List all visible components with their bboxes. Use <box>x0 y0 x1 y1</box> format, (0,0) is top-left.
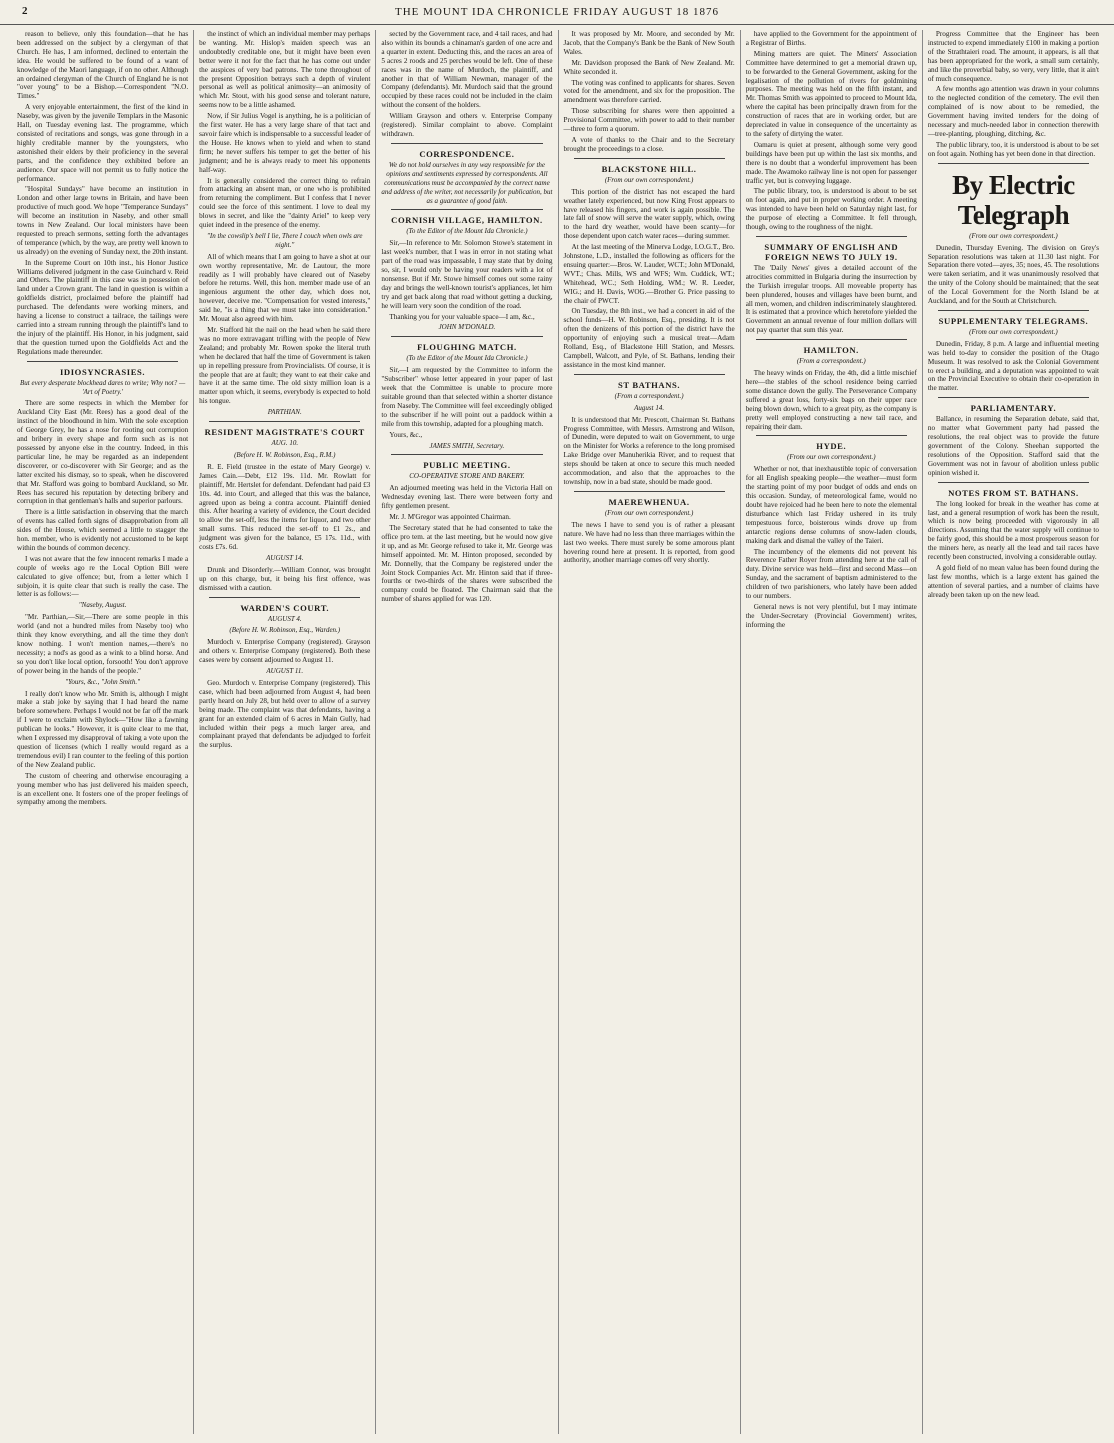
letter-signature: JAMES SMITH, Secretary. <box>429 441 505 450</box>
correspondent-credit: (From our own correspondent.) <box>787 453 876 462</box>
epigraph: But every desperate blockhead dares to write; Why not? — 'Art of Poetry.' <box>20 378 186 396</box>
section-heading: ST BATHANS. <box>618 379 681 390</box>
verse-quote: "In the cowslip's bell I lie, There I couch when owls are night." <box>206 231 363 249</box>
article-paragraph: William Grayson and others v. Enterprise Company (registered). Similar complaint to above. Complaint withdrawn. <box>381 112 553 138</box>
article-paragraph: The public library, too, is understood is about to be set on foot again, and put in proper working order. A meeting was intended to have been held on Saturday night last, for the purpose of electing a Committee. It fell through, though, owing to the roughness of the night. <box>745 187 917 232</box>
article-paragraph: On Tuesday, the 8th inst., we had a concert in aid of the school funds—H. W. Robinson, Esq., presiding. It is not often the denizens of this portion of the district have the opportunity of enjoying such a musical treat—Adam Rolland, Esq., of Blackstone Hill Station, and Messrs. Campbell, Walcott, and Pyle, of St. Bathans, lending their assistance in the most kind manner. <box>563 307 735 369</box>
section-subheading: CO-OPERATIVE STORE AND BAKERY. <box>409 472 525 481</box>
correspondent-credit: (From our own correspondent.) <box>969 327 1058 336</box>
letter-dateline: "Naseby, August. <box>78 601 127 610</box>
section-heading: BLACKSTONE HILL. <box>601 163 697 174</box>
dateline: AUG. 10. <box>271 439 299 448</box>
section-heading: WARDEN'S COURT. <box>240 602 330 613</box>
article-paragraph: reason to believe, only this foundation—that he has been addressed on the subject by a clergyman of that Church. He has, I am informed, declined to entertain the idea. He would be suffered to be found of a want of knowledge of the Maori language, if on no other. Although an ordained clergyman of the Church of England he is not "over young" to be a Bishop.—Correspondent "N.O. Times." <box>17 30 189 101</box>
divider <box>209 421 360 422</box>
article-paragraph: Those subscribing for shares were then appointed a Provisional Committee, with power to add to their number—three to form a quorum. <box>563 107 735 134</box>
article-paragraph: Dunedin, Friday, 8 p.m. A large and influential meeting was held to-day to consider the position of the Otago Museum. It was resolved to ask the Colonial Government to erect a building, and a deputation was appointed to wait on the Provincial Executive to obtain their co-operation in the matter. <box>927 339 1100 393</box>
correspondent-credit: (From a correspondent.) <box>614 391 684 400</box>
article-paragraph: It is generally considered the correct thing to refrain from attacking an absent man, or one who is prohibited from returning the compliment. But I confess that I never could see the force of this sentiment. I love to deal my blows in secret, and like the "dainty Ariel" to keep very quiet indeed in the presence of the enemy. <box>199 176 371 230</box>
court-presiding: (Before H. W. Robinson, Esq., R.M.) <box>234 450 336 459</box>
article-paragraph: It is understood that Mr. Prescott, Chairman St. Bathans Progress Committee, with Messrs. Armstrong and Wilson, of Dunedin, were deputed to wait on Government, to urge on the Minister for Works a reference to the long promised Lake Bridge over Manuherikia River, and to request that steps should be taken at once to secure this much needed accommodation, and also that the approaches to the township, now in a bad state, should be made good. <box>563 415 735 486</box>
article-paragraph: Progress Committee that the Engineer has been instructed to expend immediately £100 in making a portion of the Strathtaieri road. The amount, it appears, is all that has been appropriated for the work, a small sum certainly, and like the proverbial baby, so very, very little, that it ain't of much consequence. <box>927 30 1100 83</box>
letter-body: "Mr. Parthian,—Sir,—There are some people in this world (and not a hundred miles from Naseby too) who think they know everything, and all the time they don't know nothing. I won't mention names,—there's no necessity; a nod's as good as a wink to a blind horse. And so you don't like local option, forsooth! You don't approve of power being in the hands of the people." <box>17 613 189 675</box>
article-paragraph: the instinct of which an individual member may perhaps be wanting. Mr. Hislop's maiden speech was an undoubtedly creditable one, but it might have been even better were it not for the fact that he has come out under the auspices of very bad patrons. The tone throughout of the present Opposition betrays such a depth of virulent personal as well as political animosity—an animosity of which Mr. Stout, with his good sense and tolerant nature, seems now to be a little ashamed. <box>199 30 371 110</box>
article-paragraph: Drunk and Disorderly.—William Connor, was brought up on this charge, but, it being his first offence, was dismissed with a caution. <box>199 565 371 592</box>
article-paragraph: Whether or not, that inexhaustible topic of conversation for all English speaking people—the weather—must form the starting point of my poor budget of odds and ends on this occasion. Sunday, of meteorological fame, would no doubt have rejoiced had he been here to note the elemental disturbance which last Friday ushered in its truly tempestuous force, boisterous winds drove up from antarctic regions dense columns of snow-laden clouds, making dark and dismal the valley of the Taieri. <box>745 465 917 545</box>
dateline: AUGUST 11. <box>266 667 304 676</box>
divider <box>391 336 542 337</box>
section-heading: SUMMARY OF ENGLISH AND FOREIGN NEWS TO JULY 19. <box>764 241 899 262</box>
article-paragraph: Ballance, in resuming the Separation debate, said that, no matter what Government party had passed the resolutions, the real object was to provide the future government of the Colony. Sheehan supported the resolutions of the Opposition. Stafford said that the Government was not in favour of abolition unless public opinion wished it. <box>927 415 1100 477</box>
correspondent-credit: (From our own correspondent.) <box>969 231 1058 240</box>
article-paragraph: Mining matters are quiet. The Miners' Association Committee have determined to get a memorial drawn up, to be forwarded to the General Government, asking for the legalisation of the pollution of rivers for goldmining purposes. The meeting was held on the fifth instant, and Mr. Thomas Smith was appointed to proceed to Mount Ida, where the capital has been principally drawn from for the construction of races that are in working order, but are depreciated in value in consequence of the uncertainty as to the safety of dirtying the water. <box>745 49 917 138</box>
divider <box>938 482 1089 483</box>
section-heading: FLOUGHING MATCH. <box>417 342 517 353</box>
column-6 <box>922 30 1104 1434</box>
letter-signature: JOHN M'DONALD. <box>438 323 496 332</box>
divider <box>574 374 725 375</box>
divider <box>938 310 1089 311</box>
section-heading: IDIOSYNCRASIES. <box>59 366 146 377</box>
article-paragraph: There are some respects in which the Member for Auckland City East (Mr. Rees) has a good deal of the instinct of the bloodhound in him. With the sole exception of George Grey, he has a nose for rooting out corruption and bribery in every shape and form such as is not possessed by anyone else in the country. Indeed, in this particular line, he may be regarded as an independent discoverer, or co-discoverer with Sir George; and as the latter excited his dismay, so to speak, when he discovered that Mr. Stafford was going to bombard Auckland, so Mr. Rees has secured his reputation by detecting bribery and corruption in that gentleman's halls and superior parlours. <box>17 399 189 506</box>
article-paragraph: It was proposed by Mr. Moore, and seconded by Mr. Jacob, that the Company's Bank be the Bank of New South Wales. <box>563 30 735 56</box>
divider <box>756 435 907 436</box>
column-2 <box>193 30 375 1434</box>
section-heading: NOTES FROM ST. BATHANS. <box>948 487 1079 498</box>
correspondent-credit: (From a correspondent.) <box>796 357 866 366</box>
letter-address: (To the Editor of the Mount Ida Chronicle.) <box>406 227 528 236</box>
section-heading: PUBLIC MEETING. <box>423 460 511 471</box>
dateline: AUGUST 4. <box>267 614 302 623</box>
article-paragraph: R. E. Field (trustee in the estate of Mary George) v. James Cain.—Debt, £12 19s. 11d. Mr. Rowlatt for plaintiff, Mr. Hertslet for defendant. Defendant had paid £3 10s. 4d. into Court, and alleged that this was the balance, agreed upon as being a contra account. Plaintiff denied this. After hearing a variety of evidence, the Court decided to allow the set-off, less the items for liquor, and two other small sums. This reduced the set-off to £1 2s., and judgment was given for the balance, £5 17s. 11d., with costs £7s. 6d. <box>199 462 371 552</box>
article-paragraph: have applied to the Government for the appointment of a Registrar of Births. <box>745 30 917 47</box>
page-number: 2 <box>22 5 29 17</box>
article-paragraph: An adjourned meeting was held in the Victoria Hall on Wednesday evening last. There were between forty and fifty gentlemen present. <box>381 484 553 511</box>
dateline: AUGUST 14. <box>266 553 304 562</box>
article-paragraph: The heavy winds on Friday, the 4th, did a little mischief here—the stables of the school residence being carried some distance down the gully. The Perseverance Company suffered a great loss, forty-six bags on their upper race being blown down, which to a great pity, as the company is pretty well employed constructing a new tail race, and repairing their dam. <box>745 369 917 431</box>
article-paragraph: Geo. Murdoch v. Enterprise Company (registered). This case, which had been adjourned from August 4, had been partly heard on July 28, but held over to allow of a survey being made. The complaint was that defendants, having a grant for an extended claim of 6 acres in Main Gully, had included within their pegs a much larger area, and complainant prayed that defendants be adjudged to forfeit the surplus. <box>199 679 371 750</box>
section-heading: MAEREWHENUA. <box>608 496 690 507</box>
divider <box>209 597 360 598</box>
section-heading: PARLIAMENTARY. <box>970 403 1057 414</box>
columns <box>12 30 1104 1434</box>
article-paragraph: In the Supreme Court on 10th inst., his Honor Justice Williams delivered judgment in the case Guinchard v. Reid and Others. The plaintiff in this case was in possession of land under a Crown grant. The land in question is within a goldfields district, proclaimed before the plaintiff had purchased. The defendants were working miners, and having a license to construct a tailrace, the tailings were carried into a stream running through the plaintiff's land to the injury of the plaintiff. His Honor, in his judgment, said that the question turned upon the Goldfields Act and the Regulations made thereunder. <box>17 258 189 356</box>
column-1 <box>12 30 193 1434</box>
divider <box>391 143 542 144</box>
letter-body: Sir,—In reference to Mr. Solomon Stowe's statement in last week's number, that I was in error in not stating what part of the road was impassable, I may state that by doing so, sir, I would only be having your readers with a lot of nonsense. But if Mr. Stowe himself comes out some rainy day and brings the well-known tourist's appliances, let him try and get back along that road without getting a ducking, he will learn very soon the condition of the road. <box>381 239 553 310</box>
divider <box>574 491 725 492</box>
article-paragraph: The custom of cheering and otherwise encouraging a young member who has just delivered his maiden speech, is an excellent one. It fosters one of the proper feelings of sympathy among the members. <box>17 771 189 807</box>
letter-signature: "Yours, &c., "John Smith." <box>65 677 141 686</box>
article-paragraph: At the last meeting of the Minerva Lodge, I.O.G.T., Bro. Johnstone, L.D., installed the following as officers for the ensuing quarter:—Bros. W. Lauder, WCT.; John M'Donald, WVT.; Chas. Mills, WS and WFS; Wm. Cuddick, WT.; Whitehead, WC.; Seth Holding, WM.; W. R. Leeder, WIG.; and H. Davis, WOG.—Brother G. Price passing to the chair of PWCT. <box>563 243 735 305</box>
divider <box>938 163 1089 164</box>
article-paragraph: The long looked for break in the weather has come at last, and a general resumption of work has been the result, which is now being proceeded with vigorously in all directions. Assuming that the water supply will continue to be fairly good, this should be a most prosperous season for the miners here, as nearly all the lead and tail races have recently been constructed, involving a considerable outlay. <box>927 499 1100 562</box>
column-5 <box>740 30 922 1434</box>
article-paragraph: Oamaru is quiet at present, although some very good buildings have been put up within the last six months, and there is no doubt that a wonderful improvement has been made. The Awamoko railway line is not open for passenger traffic yet, but is conveying luggage. <box>745 140 917 185</box>
letter-body: Yours, &c., <box>389 430 423 439</box>
article-paragraph: "Hospital Sundays" have become an institution in London and other large towns in Britain, and have been productive of much good. We hope "Temperance Sundays" will become an institution in Naseby, and other small towns in New Zealand. Our local ministers have been requested to preach sermons, setting forth the advantages of temperance (which, by the way, are pretty well known to us already) on the evening of Sunday next, the 20th instant. <box>17 185 189 256</box>
telegraph-heading: By Electric Telegraph <box>952 169 1075 230</box>
article-paragraph: A gold field of no mean value has been found during the last few months, which is a large extent has gained the attention of several parties, and a number of claims have already been taken up on the new lead. <box>927 563 1100 599</box>
divider <box>756 236 907 237</box>
article-paragraph: The news I have to send you is of rather a pleasant nature. We have had no less than three marriages within the last two weeks. There must surely be some amorous plant hovering round here at present. It is reported, from good authority, another marriage comes off very shortly. <box>563 520 735 565</box>
letter-address: (To the Editor of the Mount Ida Chronicle.) <box>406 354 528 363</box>
article-paragraph: Murdoch v. Enterprise Company (registered). Grayson and others v. Enterprise Company (registered). Both these cases were by consent adjourned to August 11. <box>199 638 371 665</box>
section-heading: RESIDENT MAGISTRATE'S COURT <box>204 427 365 438</box>
section-heading: SUPPLEMENTARY TELEGRAMS. <box>938 315 1089 326</box>
column-4 <box>558 30 740 1434</box>
divider <box>756 339 907 340</box>
correspondent-credit: (From our own correspondent.) <box>604 175 694 184</box>
divider <box>391 454 542 455</box>
article-paragraph: General news is not very plentiful, but I may intimate the Under-Secretary (Provincial Government) writes, informing the <box>745 602 917 629</box>
article-paragraph: The public library, too, it is understood is about to be set on foot again. Nothing has yet been done in that direction. <box>927 140 1100 158</box>
divider <box>391 209 542 210</box>
article-paragraph: The incumbency of the elements did not prevent his Reverence Father Royer from attending here at the call of duty. Divine service was held—first and second Mass—on Sunday, and the sacrament of baptism administered to the children of two parishioners, who lately have been added to our numbers. <box>745 547 917 601</box>
article-paragraph: A few months ago attention was drawn in your columns to the neglected condition of the cemetery. The evil then complained of is now about to be remedied, the Government having invited tenders for the doing of necessary and much-needed labor in connection therewith—tree-planting, ploughing, ditching, &c. <box>927 85 1100 138</box>
section-heading: CORNISH VILLAGE, HAMILTON. <box>391 215 543 226</box>
article-paragraph: I was not aware that the few innocent remarks I made a couple of weeks ago re the Local Option Bill were calculated to give offence; but, from a letter which I subjoin, it is quite clear that such is really the case. The letter is as follows:— <box>17 554 189 599</box>
article-paragraph: The 'Daily News' gives a detailed account of the atrocities committed in Bulgaria during the insurrection by the Turkish irregular troops. All moveable property has been plundered, houses and villages have been burnt, and all men, women, and children indiscriminately slaughtered. It is estimated that a province which heretofore yielded the Government an annual revenue of four million dollars will not pay quarter that sum this year. <box>745 263 917 335</box>
article-paragraph: Dunedin, Thursday Evening. The division on Grey's Separation resolutions was taken at 11.30 last night. For Separation there voted—ayes, 35; noes, 45. The resolutions were taken seriatim, and it was unanimously resolved that the unity of the Colony should be maintained; that the seat of the Local Government for the North Island be at Auckland, and for the South at Christchurch. <box>927 243 1100 306</box>
masthead-title: THE MOUNT IDA CHRONICLE FRIDAY AUGUST 18 1876 <box>395 6 719 18</box>
divider <box>27 361 178 362</box>
editorial-notice: We do not hold ourselves in any way responsible for the opinions and sentiments expressed by correspondents. All communications must be accompanied by the correct name and address of the writer, not necessarily for publication, but as a guarantee of good faith. <box>381 160 553 205</box>
masthead <box>0 0 1114 25</box>
article-paragraph: Mr. Davidson proposed the Bank of New Zealand. Mr. White seconded it. <box>563 58 735 76</box>
letter-body: Thanking you for your valuable space—I am, &c., <box>389 312 535 321</box>
column-signature: PARTHIAN. <box>267 408 302 417</box>
divider <box>938 397 1089 398</box>
column-3 <box>375 30 557 1434</box>
dateline: August 14. <box>634 403 665 412</box>
court-presiding: (Before H. W. Robinson, Esq., Warden.) <box>229 626 341 635</box>
article-paragraph: The Secretary stated that he had consented to take the office pro tem. at the last meeting, but he would now give it up, and as Mr. George refused to take it, Mr. George was himself appointed. Mr. M. Hinton proposed, seconded by Mr. Donnelly, that the Company be registered under the Joint Stock Companies Act. Mr. Hinton said that if three-fourths or two-thirds of the shares were subscribed the company could be floated. The Chairman said that the number of shares applied for was 120. <box>381 523 553 604</box>
article-paragraph: I really don't know who Mr. Smith is, although I might make a stab joke by saying that I had heard the name before somewhere. Perhaps I would not be far off the mark if I were to exclaim with Shylock—"How like a fawning publican he looks." However, it is quite clear to me that, when I expressed my disapproval of taking a vote upon the question of licenses (which I really would regard as a tremendous evil) I ran counter to the feeling of this portion of the New Zealand public. <box>17 689 189 769</box>
section-heading: CORRESPONDENCE. <box>419 148 515 159</box>
article-paragraph: All of which means that I am going to have a shot at our own worthy representative, Mr. de Lautour, the more readily as I will probably have cleared out of Naseby before he returns. Well, this hon. member made use of an ingenious argument the other day, which does not, however, deceive me. "Compensation for vested interests," said he, "is a thing that we must take into consideration." Mr. Mouat also agreed with him. <box>199 252 371 324</box>
section-heading: HYDE. <box>816 441 847 452</box>
article-paragraph: Now, if Sir Julius Vogel is anything, he is a politician of the first water. He has a very large share of that tact and savoir faire which is indispensable to a successful leader of the House. He knows when to yield and when to stand firm; he never suffers his temper to get the better of his judgment; and he is always ready to meet his opponents half-way. <box>199 112 371 174</box>
article-paragraph: The voting was confined to applicants for shares. Seven voted for the amendment, and six for the proposition. The amendment was therefore carried. <box>563 78 735 105</box>
article-paragraph: There is a little satisfaction in observing that the march of events has called forth signs of disapprobation from all sides of the House, which seemed a little to stagger the hon. member, who is evidently not accustomed to be kept within the bounds of common decency. <box>17 508 189 552</box>
article-paragraph: A vote of thanks to the Chair and to the Secretary brought the proceedings to a close. <box>563 135 735 153</box>
article-paragraph: Mr. J. M'Gregor was appointed Chairman. <box>389 513 511 522</box>
section-heading: HAMILTON. <box>803 345 859 356</box>
article-paragraph: A very enjoyable entertainment, the first of the kind in Naseby, was given by the juvenile Templars in the Masonic Hall, on Tuesday evening last. The programme, which consisted of recitations and songs, was gone through in a highly creditable manner by the youngsters, who astonished their elders by their proficiency in the several parts, and the confidence they exhibited before an audience. Our space will not permit us to fully notice the performance. <box>17 103 189 183</box>
correspondent-credit: (From our own correspondent.) <box>604 508 694 517</box>
divider <box>574 158 725 159</box>
article-paragraph: sected by the Government race, and 4 tail races, and had also within its bounds a chinaman's garden of one acre and a quarter in extent. Deducting this, and the races an area of 5 acres 2 roods and 25 perches would be left. One of these races was in the name of Murdoch, the plaintiff, and another in that of William Newman, manager of the Company (defendants). Mr. Murdoch said that the ground occupied by these races could not be included in the claim without the consent of the holders. <box>381 30 553 110</box>
letter-body: Sir,—I am requested by the Committee to inform the "Subscriber" whose letter appeared in your paper of last week that the Committee is unable to procure more suitable ground than that selected within a shorter distance from Naseby. The Committee will feel exceedingly obliged to the subscriber if he will point out a paddock within a mile from this township, adapted for a ploughing match. <box>381 366 553 428</box>
article-paragraph: Mr. Stafford hit the nail on the head when he said there was no more extravagant trifling with the people of New Zealand; and probably Mr. Rowen spoke the literal truth when he declared that half the time of Government is taken up in repelling pressure from Provincialists. Of course, it is the people that are at fault; they want to eat their cake and have it at the same time. The old sixty million loan is a matter upon which, it seems, everybody is expected to hold his tongue. <box>199 326 371 406</box>
article-paragraph: This portion of the district has not escaped the hard weather lately experienced, but now King Frost appears to have released his fingers, and work is again possible. The late fall of snow will serve the water supply, which, owing to the hard dry weather, would have been scanty—for those dependent upon catch water races—during summer. <box>563 187 735 241</box>
